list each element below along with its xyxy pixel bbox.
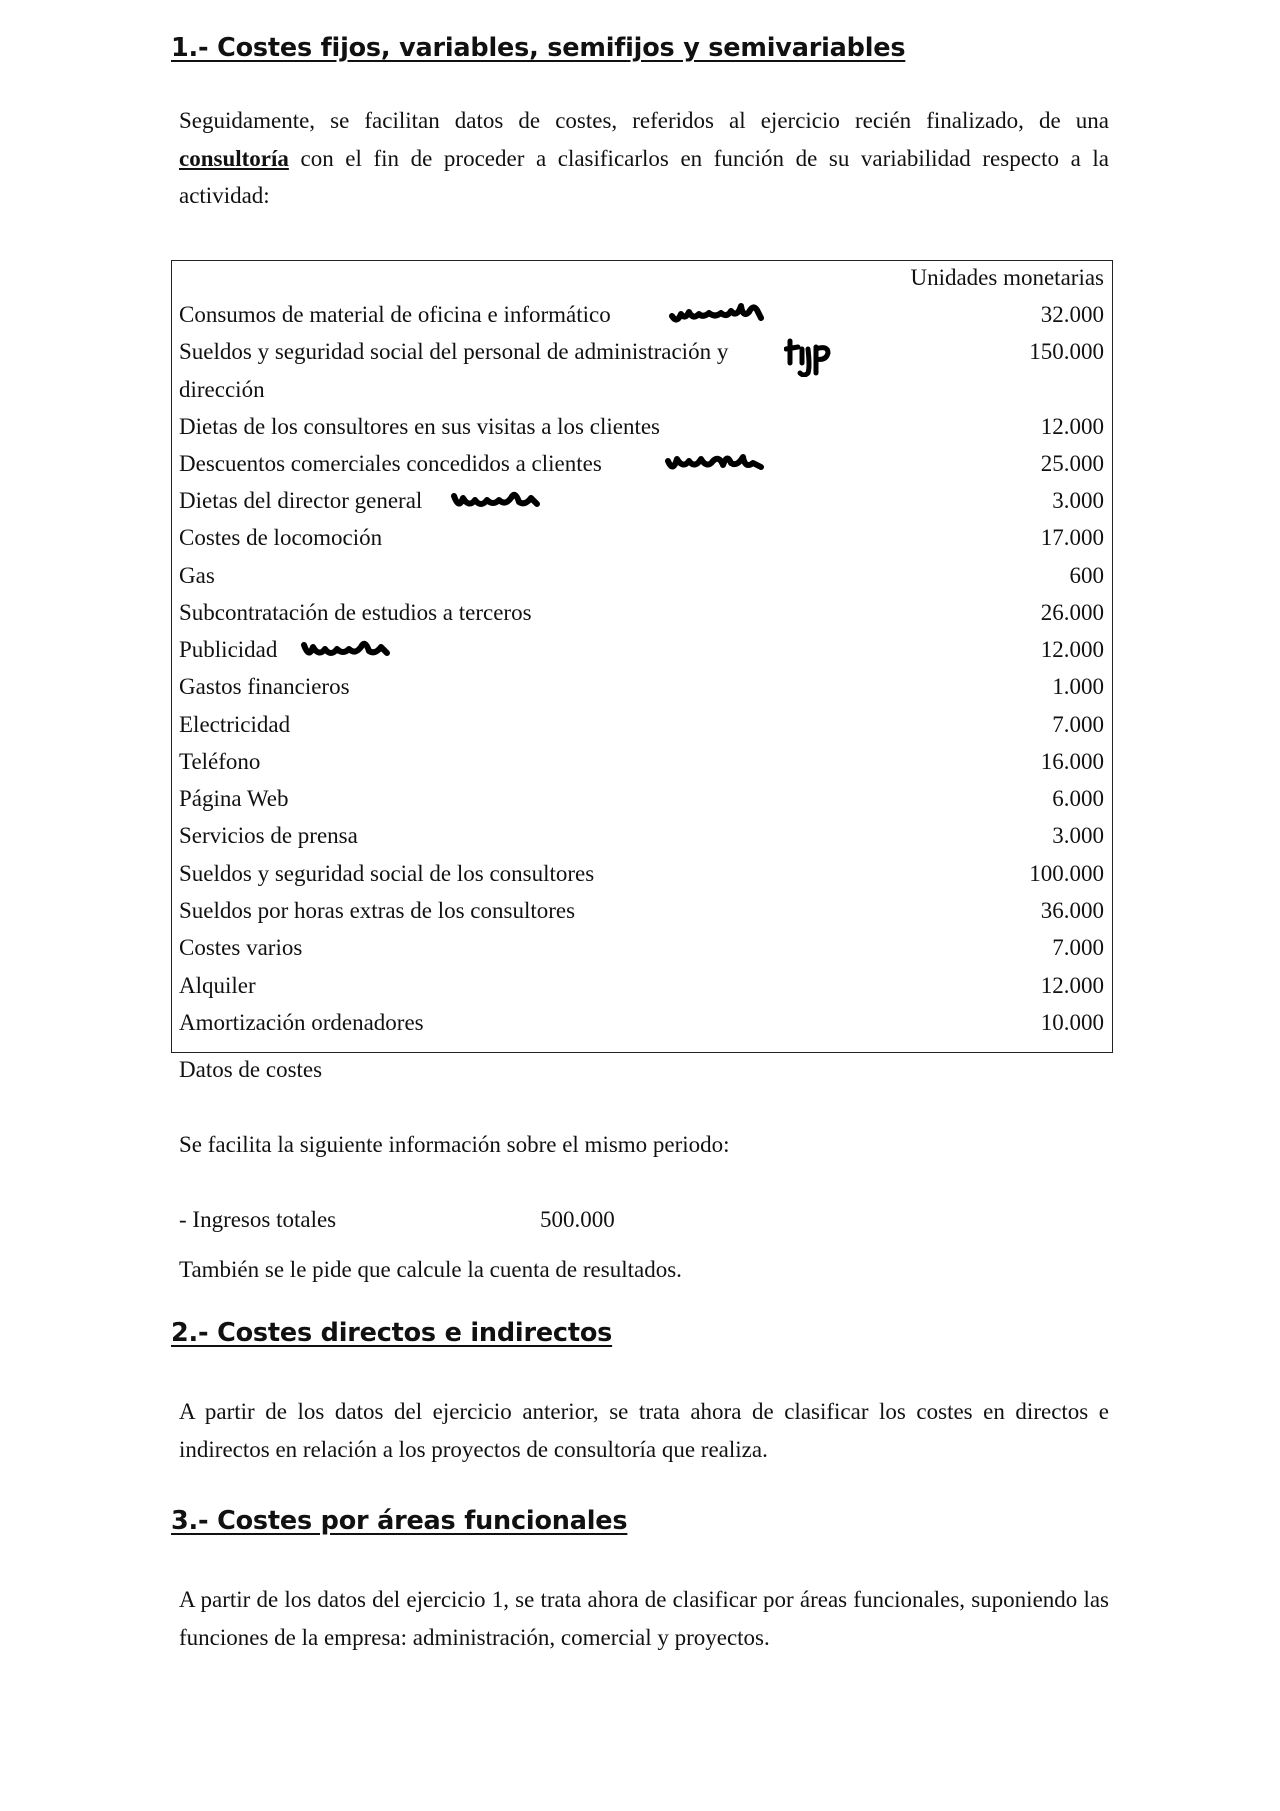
info-intro: Se facilita la siguiente información sobre el mismo periodo: [179, 1132, 730, 1157]
row-label: Descuentos comerciales concedidos a clientes [179, 451, 602, 476]
row-label: Dietas del director general [179, 488, 423, 513]
row-label: Gastos financieros [179, 674, 350, 699]
handwritten-annotation-variable-icon [669, 296, 765, 334]
row-value: 7.000 [1052, 935, 1104, 960]
row-label: Costes varios [179, 935, 303, 960]
row-label: Subcontratación de estudios a terceros [179, 600, 532, 625]
column-header: Unidades monetarias [910, 265, 1104, 290]
row-label: Sueldos y seguridad social del personal de administración y dirección [179, 339, 729, 402]
row-value: 32.000 [1040, 302, 1104, 327]
consultoria-emphasis: consultoría [179, 145, 289, 171]
handwritten-annotation-variable-icon [301, 631, 391, 669]
handwritten-annotation-variable-icon [665, 445, 765, 483]
section3-text: A partir de los datos del ejercicio 1, se trata ahora de clasificar por áreas funcionales, suponiendo las funciones de la empresa: administración, comercial y proyectos. [179, 1587, 1109, 1650]
row-value: 600 [1069, 563, 1104, 588]
row-value: 100.000 [1029, 861, 1104, 886]
row-label: Sueldos por horas extras de los consultores [179, 898, 576, 923]
row-label: Dietas de los consultores en sus visitas a los clientes [179, 414, 661, 439]
row-value: 12.000 [1040, 414, 1104, 439]
row-label: Teléfono [179, 749, 261, 774]
section3-heading: 3.- Costes por áreas funcionales [171, 1506, 628, 1536]
row-value: 36.000 [1040, 898, 1104, 923]
ingresos-label: - Ingresos totales [179, 1207, 337, 1232]
row-value: 26.000 [1040, 600, 1104, 625]
row-label: Electricidad [179, 712, 291, 737]
row-label: Amortización ordenadores [179, 1010, 424, 1035]
cost-table [171, 260, 1113, 1053]
row-value: 150.000 [1029, 339, 1104, 364]
section1-heading: 1.- Costes fijos, variables, semifijos y semivariables [171, 33, 906, 63]
handwritten-annotation-fijo-icon [784, 333, 840, 371]
ingresos-value: 500.000 [540, 1207, 615, 1232]
row-value: 7.000 [1052, 712, 1104, 737]
row-label: Gas [179, 563, 215, 588]
row-label: Servicios de prensa [179, 823, 358, 848]
handwritten-annotation-variable-icon [451, 482, 541, 520]
row-value: 12.000 [1040, 973, 1104, 998]
section1-intro: Seguidamente, se facilitan datos de costes, referidos al ejercicio recién finalizado, de una consultoría con el fin de proceder a clasificarlos en función de su variabilidad respecto a la actividad: [179, 108, 1109, 208]
row-value: 3.000 [1052, 488, 1104, 513]
row-label: Alquiler [179, 973, 256, 998]
row-value: 17.000 [1040, 525, 1104, 550]
row-label: Página Web [179, 786, 289, 811]
row-value: 12.000 [1040, 637, 1104, 662]
row-value: 10.000 [1040, 1010, 1104, 1035]
row-value: 25.000 [1040, 451, 1104, 476]
row-value: 6.000 [1052, 786, 1104, 811]
section2-heading: 2.- Costes directos e indirectos [171, 1318, 613, 1348]
info-request: También se le pide que calcule la cuenta de resultados. [179, 1257, 682, 1282]
table-caption: Datos de costes [179, 1057, 323, 1082]
row-label: Sueldos y seguridad social de los consultores [179, 861, 595, 886]
row-label: Costes de locomoción [179, 525, 383, 550]
row-label: Consumos de material de oficina e informático [179, 302, 611, 327]
row-label: Publicidad [179, 637, 278, 662]
row-value: 3.000 [1052, 823, 1104, 848]
row-value: 1.000 [1052, 674, 1104, 699]
row-value: 16.000 [1040, 749, 1104, 774]
section2-text: A partir de los datos del ejercicio anterior, se trata ahora de clasificar los costes en directos e indirectos en relación a los proyectos de consultoría que realiza. [179, 1399, 1109, 1462]
